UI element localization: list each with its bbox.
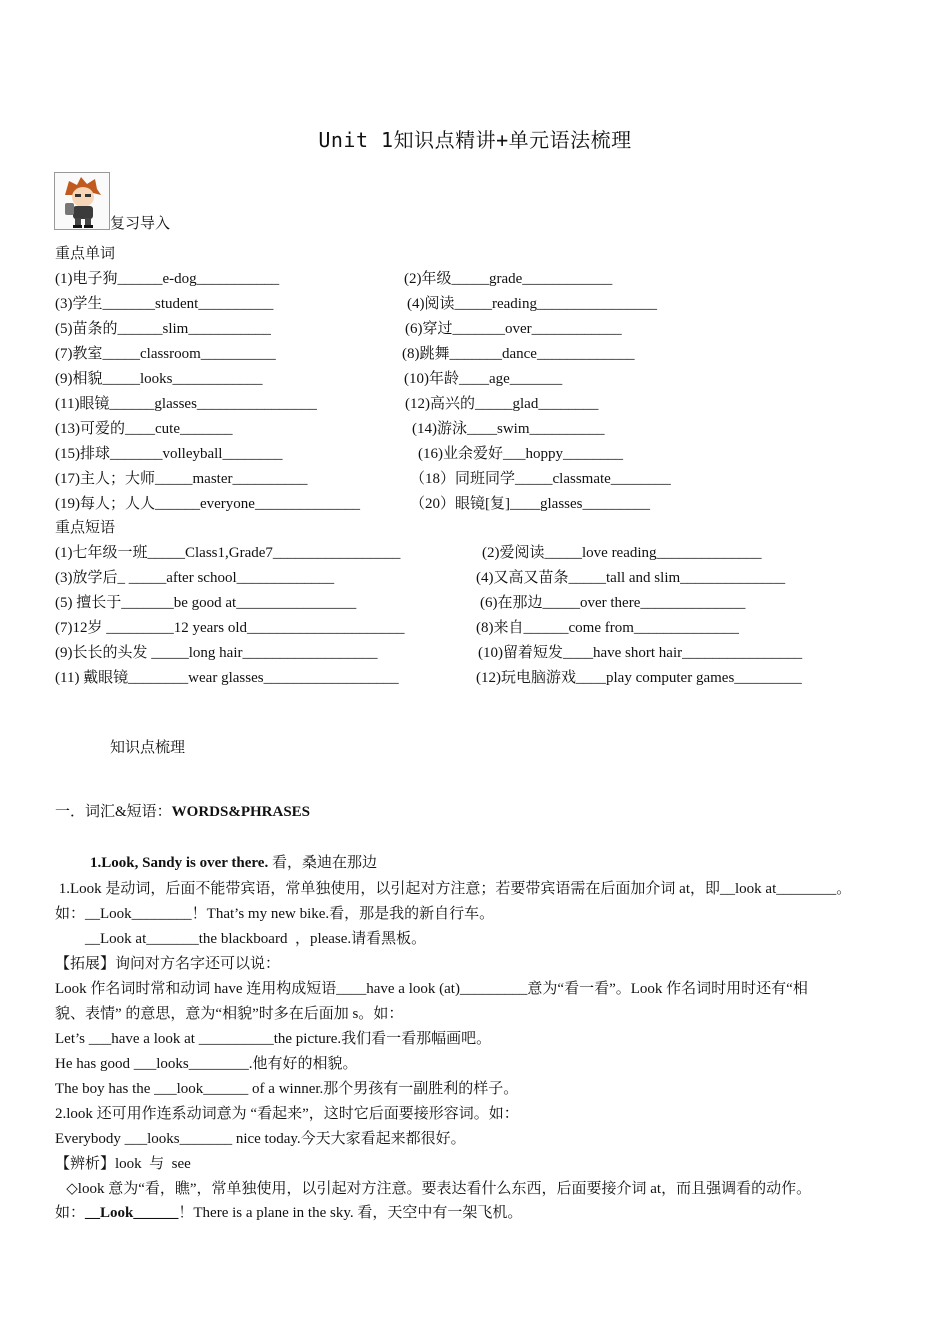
vocab-item: (19)每人；人人______everyone______________ (55, 496, 360, 512)
phrase-item: (7)12岁 _________12 years old_____________________ (55, 620, 405, 636)
phrase-item: (12)玩电脑游戏____play computer games_________ (476, 670, 802, 686)
phrase-item: (4)又高又苗条_____tall and slim______________ (476, 570, 786, 586)
last-example-bold: __Look______ (85, 1205, 179, 1221)
vocab-item: (10)年龄____age_______ (404, 371, 563, 387)
vocab-item: (4)阅读_____reading________________ (407, 296, 657, 312)
vocab-item: (9)相貌_____looks____________ (55, 371, 263, 387)
vocab-item: （20）眼镜[复]____glasses_________ (410, 496, 650, 512)
last-example-rest: ！There is a plane in the sky. 看，天空中有一架飞机。 (178, 1205, 523, 1221)
phrase-item: (2)爱阅读_____love reading______________ (482, 545, 762, 561)
body-line: The boy has the ___look______ of a winner.那个男孩有一副胜利的样子。 (55, 1081, 519, 1097)
body-line: 【辨析】look 与 see (55, 1156, 191, 1172)
last-example-line (55, 1203, 522, 1223)
phrase-item: (8)来自______come from______________ (476, 620, 739, 636)
phrase-heading: 重点短语 (55, 520, 116, 536)
vocab-item: (16)业余爱好___hoppy________ (418, 446, 623, 462)
body-line: 如：__Look________！That’s my new bike.看，那是我的新自行车。 (55, 906, 495, 922)
review-label: 复习导入 (110, 216, 171, 232)
vocab-item: (1)电子狗______e-dog___________ (55, 271, 280, 287)
body-line: 1.Look 是动词，后面不能带宾语，常单独使用，以引起对方注意；若要带宾语需在后面加介词 at，即__look at________。 (55, 881, 852, 897)
item-one-title-rest: 看，桑迪在那边 (268, 855, 377, 871)
vocab-item: (17)主人；大师_____master__________ (55, 471, 308, 487)
body-line: Look 作名词时常和动词 have 连用构成短语____have a look (at)_________意为“看一看”。Look 作名词时用时还有“相 (55, 981, 808, 997)
section-one-heading (55, 802, 310, 822)
body-line: 2.look 还可用作连系动词意为 “看起来”，这时它后面要接形容词。如： (55, 1106, 519, 1122)
vocab-heading: 重点单词 (55, 246, 116, 262)
body-line: 貌、表情” 的意思，意为“相貌”时多在后面加 s。如： (55, 1006, 404, 1022)
phrase-item: (6)在那边_____over there______________ (480, 595, 746, 611)
phrase-item: (9)长长的头发 _____long hair__________________ (55, 645, 378, 661)
phrase-item: (1)七年级一班_____Class1,Grade7_________________ (55, 545, 401, 561)
body-line: He has good ___looks________.他有好的相貌。 (55, 1056, 358, 1072)
vocab-item: (15)排球_______volleyball________ (55, 446, 283, 462)
phrase-item: (5) 擅长于_______be good at________________ (55, 595, 357, 611)
vocab-item: (8)跳舞_______dance_____________ (402, 346, 635, 362)
vocab-item: (2)年级_____grade____________ (404, 271, 613, 287)
knowledge-heading: 知识点梳理 (110, 740, 186, 756)
vocab-item: （18）同班同学_____classmate________ (410, 471, 671, 487)
vocab-item: (13)可爱的____cute_______ (55, 421, 233, 437)
phrase-item: (10)留着短发____have short hair________________ (478, 645, 803, 661)
body-line: __Look at_______the blackboard ，please.请看黑板。 (55, 931, 427, 947)
cartoon-avatar-image (54, 172, 110, 230)
vocab-item: (3)学生_______student__________ (55, 296, 274, 312)
item-one-title-bold: 1.Look, Sandy is over there. (90, 855, 269, 871)
vocab-item: (6)穿过_______over____________ (405, 321, 622, 337)
section-one-prefix: 一．词汇&短语： (55, 804, 172, 820)
section-one-bold: WORDS&PHRASES (171, 804, 311, 820)
body-line: 【拓展】询问对方名字还可以说： (55, 956, 281, 972)
body-line: ◇look 意为“看，瞧”，常单独使用，以引起对方注意。要表达看什么东西，后面要接介词 at，而且强调看的动作。 (55, 1181, 812, 1197)
last-example-prefix: 如： (55, 1205, 86, 1221)
body-line: Everybody ___looks_______ nice today.今天大家看起来都很好。 (55, 1131, 466, 1147)
body-line: Let’s ___have a look at __________the picture.我们看一看那幅画吧。 (55, 1031, 492, 1047)
vocab-item: (7)教室_____classroom__________ (55, 346, 276, 362)
vocab-item: (12)高兴的_____glad________ (405, 396, 599, 412)
vocab-item: (5)苗条的______slim___________ (55, 321, 271, 337)
item-one-title (90, 853, 377, 873)
phrase-item: (11) 戴眼镜________wear glasses__________________ (55, 670, 399, 686)
vocab-item: (11)眼镜______glasses________________ (55, 396, 317, 412)
page-title: Unit 1知识点精讲+单元语法梳理 (318, 128, 632, 152)
phrase-item: (3)放学后_ _____after school_____________ (55, 570, 335, 586)
vocab-item: (14)游泳____swim__________ (412, 421, 605, 437)
